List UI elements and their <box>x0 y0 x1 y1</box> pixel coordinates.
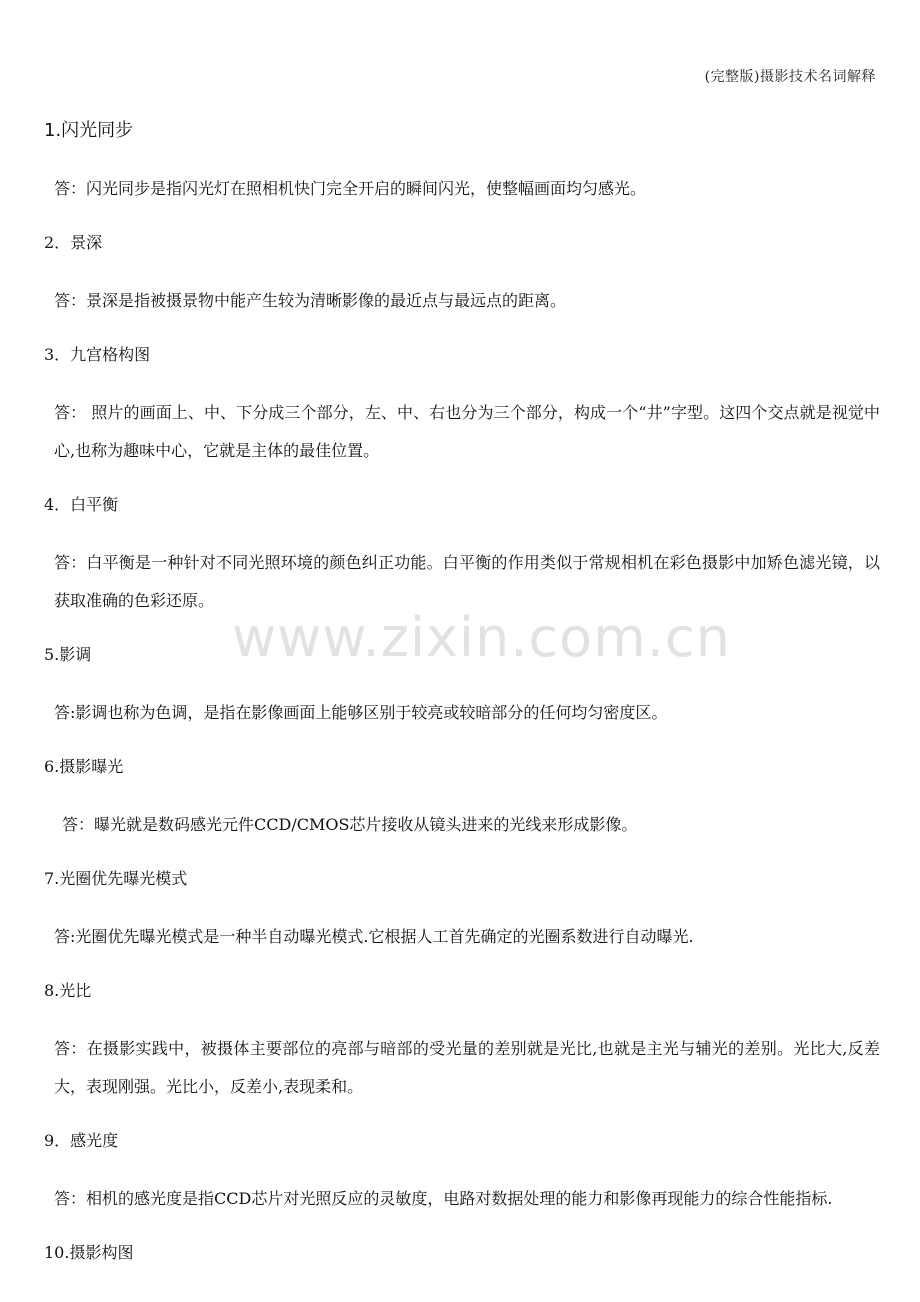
term-heading: 5.影调 <box>44 645 92 664</box>
answer-text: 答： 照片的画面上、中、下分成三个部分，左、中、右也分为三个部分，构成一个“井”字型。这四个交点就是视觉中心,也称为趣味中心，它就是主体的最佳位置。 <box>54 403 880 460</box>
term-heading: 1.闪光同步 <box>44 120 134 141</box>
entry-composition <box>44 1240 880 1266</box>
term-heading: 7.光圈优先曝光模式 <box>44 869 188 888</box>
term-heading: 9．感光度 <box>44 1131 119 1150</box>
entry-aperture-priority <box>44 866 880 956</box>
entry-depth-of-field <box>44 230 880 320</box>
watermark-text: www.zixin.com.cn <box>232 606 731 669</box>
page-header-title: (完整版)摄影技术名词解释 <box>704 69 876 85</box>
answer-text: 答：景深是指被摄景物中能产生较为清晰影像的最近点与最远点的距离。 <box>54 291 567 310</box>
entry-rule-of-thirds <box>44 342 880 470</box>
answer-text: 答:光圈优先曝光模式是一种半自动曝光模式.它根据人工首先确定的光圈系数进行自动曝光. <box>54 927 694 946</box>
answer-text: 答：闪光同步是指闪光灯在照相机快门完全开启的瞬间闪光，使整幅画面均匀感光。 <box>54 179 647 198</box>
term-heading: 8.光比 <box>44 981 92 1000</box>
entry-lighting-ratio <box>44 978 880 1106</box>
term-heading: 3．九宫格构图 <box>44 345 151 364</box>
answer-text: 答：曝光就是数码感光元件CCD/CMOS芯片接收从镜头进来的光线来形成影像。 <box>62 815 638 834</box>
document-body <box>44 118 880 1292</box>
entry-iso-sensitivity <box>44 1128 880 1218</box>
entry-white-balance <box>44 492 880 620</box>
answer-text: 答:影调也称为色调，是指在影像画面上能够区别于较亮或较暗部分的任何均匀密度区。 <box>54 703 668 722</box>
term-heading: 10.摄影构图 <box>44 1243 134 1262</box>
term-heading: 4．白平衡 <box>44 495 119 514</box>
term-heading: 2．景深 <box>44 233 103 252</box>
entry-flash-sync <box>44 118 880 208</box>
answer-text: 答：在摄影实践中，被摄体主要部位的亮部与暗部的受光量的差别就是光比,也就是主光与辅光的差别。光比大,反差大，表现刚强。光比小，反差小,表现柔和。 <box>54 1039 880 1096</box>
entry-tone <box>44 642 880 732</box>
term-heading: 6.摄影曝光 <box>44 757 124 776</box>
entry-exposure <box>44 754 880 844</box>
answer-text: 答：相机的感光度是指CCD芯片对光照反应的灵敏度，电路对数据处理的能力和影像再现能力的综合性能指标. <box>54 1189 833 1208</box>
answer-text: 答：白平衡是一种针对不同光照环境的颜色纠正功能。白平衡的作用类似于常规相机在彩色摄影中加矫色滤光镜，以获取准确的色彩还原。 <box>54 553 880 610</box>
